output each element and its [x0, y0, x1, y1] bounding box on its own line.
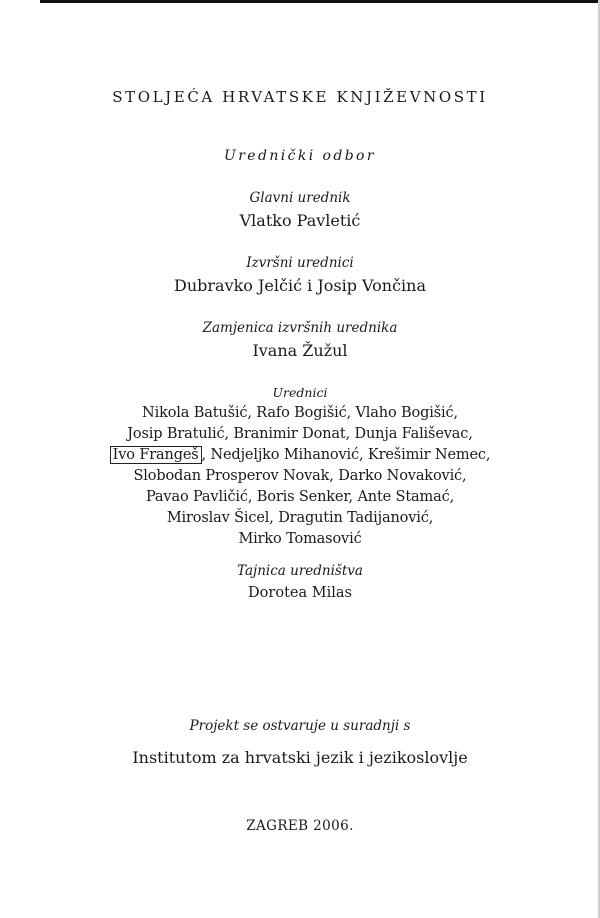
editors-line-6: Miroslav Šicel, Dragutin Tadijanović, [166, 510, 434, 526]
deputy-role: Zamjenica izvršnih urednika [202, 320, 398, 336]
top-scan-rule [40, 0, 600, 3]
chief-editor-name: Vlatko Pavletić [239, 211, 361, 230]
editors-role: Urednici [272, 385, 328, 400]
project-note: Projekt se ostvaruje u suradnji s [189, 718, 411, 734]
chief-editor-role: Glavni urednik [249, 190, 351, 206]
editors-line-3 [0, 447, 600, 463]
editors-line-5: Pavao Pavličić, Boris Senker, Ante Stamać, [145, 489, 455, 505]
editors-line-2: Josip Bratulić, Branimir Donat, Dunja Fališevac, [127, 426, 473, 442]
series-title: STOLJEĆA HRVATSKE KNJIŽEVNOSTI [112, 88, 488, 106]
imprint: ZAGREB 2006. [246, 818, 354, 834]
deputy-name: Ivana Žužul [252, 341, 348, 360]
editorial-board-heading: Urednički odbor [224, 148, 376, 164]
editors-line-1: Nikola Batušić, Rafo Bogišić, Vlaho Bogišić, [142, 405, 458, 421]
editors-line-7: Mirko Tomasović [238, 531, 362, 547]
editors-line-4: Slobodan Prosperov Novak, Darko Novaković, [133, 468, 467, 484]
secretary-name: Dorotea Milas [248, 585, 352, 601]
executive-editors-names: Dubravko Jelčić i Josip Vončina [174, 276, 426, 295]
secretary-role: Tajnica uredništva [237, 563, 363, 579]
editors-line-3-rest: , Nedjeljko Mihanović, Krešimir Nemec, [201, 447, 491, 463]
highlighted-editor-name: Ivo Frangeš [110, 446, 202, 464]
institute-name: Institutom za hrvatski jezik i jezikoslovlje [132, 748, 468, 767]
executive-editors-role: Izvršni urednici [246, 255, 354, 271]
